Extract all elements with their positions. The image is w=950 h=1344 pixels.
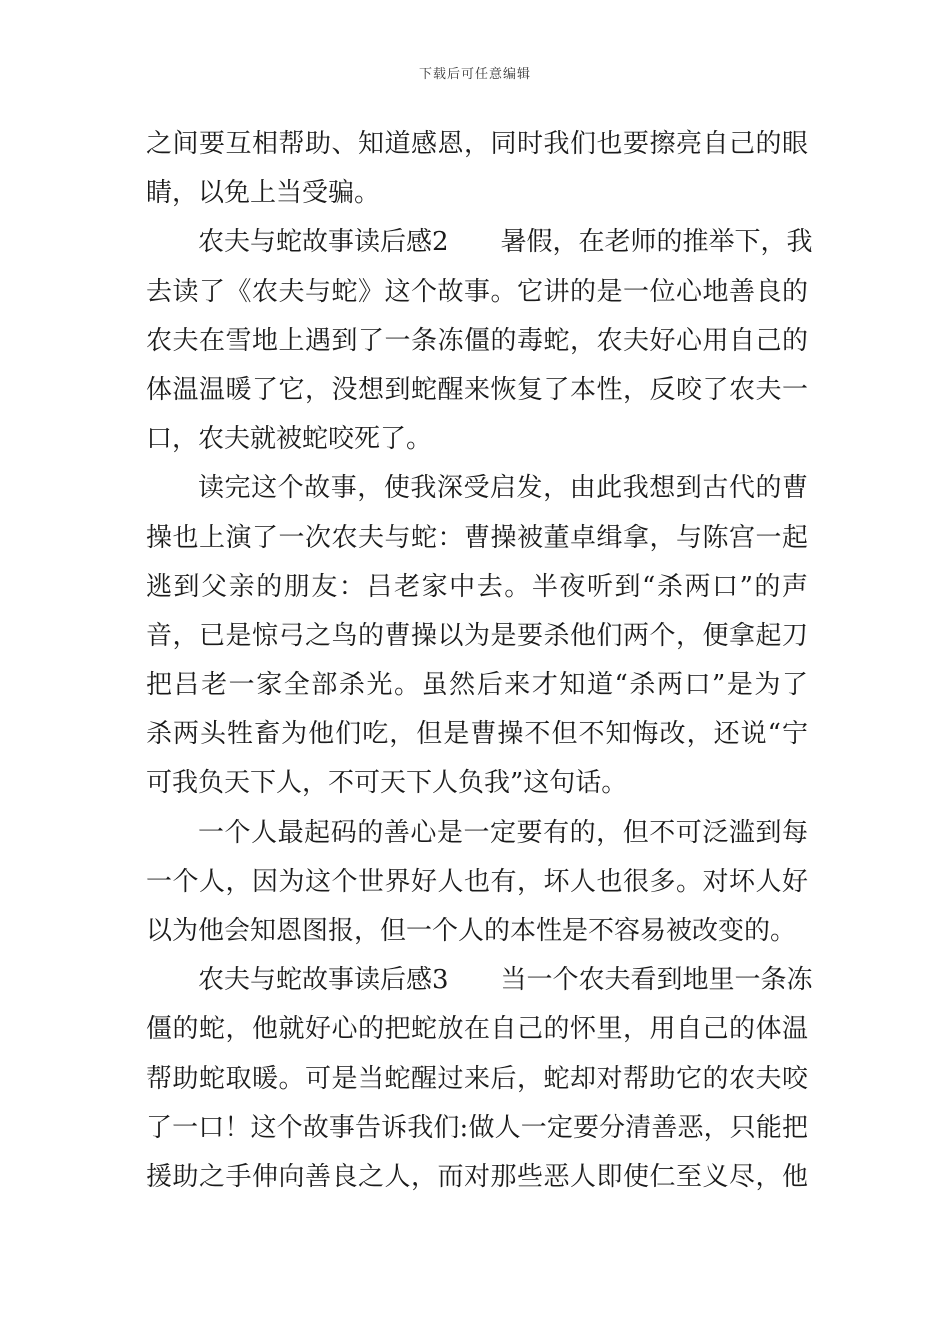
text-line: 体温温暖了它，没想到蛇醒来恢复了本性，反咬了农夫一 (146, 374, 808, 405)
text-line: 援助之手伸向善良之人，而对那些恶人即使仁至义尽，他 (146, 1161, 808, 1192)
text-line: 读完这个故事，使我深受启发，由此我想到古代的曹 (198, 473, 808, 504)
page-header: 下载后可任意编辑 (418, 67, 531, 82)
text-line: 杀两头牲畜为他们吃，但是曹操不但不知悔改，还说“宁 (146, 719, 808, 750)
text-line: 睛，以免上当受骗。 (146, 178, 381, 209)
text-line: 一个人，因为这个世界好人也有，坏人也很多。对坏人好 (146, 866, 808, 897)
text-line: 把吕老一家全部杀光。虽然后来才知道“杀两口”是为了 (146, 670, 808, 701)
text-line: 去读了《农夫与蛇》这个故事。它讲的是一位心地善良的 (146, 276, 808, 307)
text-line: 音，已是惊弓之鸟的曹操以为是要杀他们两个，便拿起刀 (146, 620, 808, 651)
text-line: 可我负天下人，不可天下人负我”这句话。 (146, 768, 628, 799)
body-text (146, 120, 813, 1202)
text-line: 之间要互相帮助、知道感恩，同时我们也要擦亮自己的眼 (146, 129, 808, 159)
text-line: 口，农夫就被蛇咬死了。 (146, 424, 433, 455)
text-line: 一个人最起码的善心是一定要有的，但不可泛滥到每 (198, 817, 808, 848)
text-line: 农夫与蛇故事读后感3 当一个农夫看到地里一条冻 (198, 965, 813, 996)
text-line: 帮助蛇取暖。可是当蛇醒过来后，蛇却对帮助它的农夫咬 (146, 1063, 808, 1094)
text-line: 以为他会知恩图报，但一个人的本性是不容易被改变的。 (146, 916, 797, 946)
text-line: 操也上演了一次农夫与蛇：曹操被董卓缉拿，与陈宫一起 (146, 522, 808, 553)
text-line: 僵的蛇，他就好心的把蛇放在自己的怀里，用自己的体温 (146, 1014, 808, 1045)
text-line: 了一口！这个故事告诉我们:做人一定要分清善恶，只能把 (146, 1112, 808, 1143)
text-line: 农夫在雪地上遇到了一条冻僵的毒蛇，农夫好心用自己的 (146, 325, 808, 356)
text-line: 农夫与蛇故事读后感2 暑假，在老师的推举下，我 (198, 227, 813, 258)
text-line: 逃到父亲的朋友：吕老家中去。半夜听到“杀两口”的声 (146, 571, 808, 602)
